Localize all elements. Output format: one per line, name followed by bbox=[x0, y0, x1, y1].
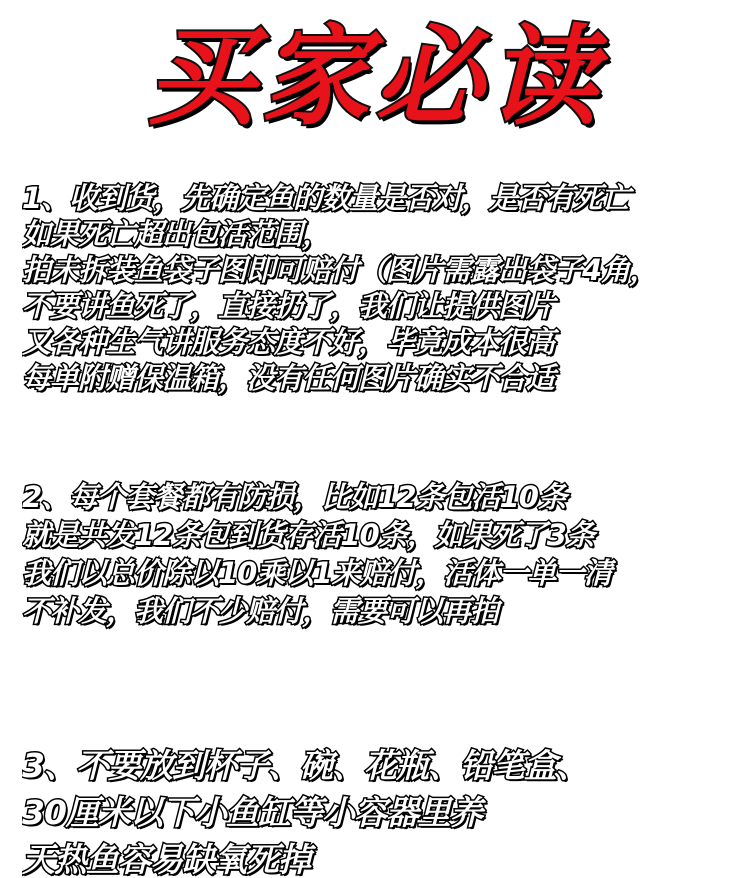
notice-line: 不要讲鱼死了，直接扔了，我们让提供图片 bbox=[22, 289, 555, 323]
notice-line: 不补发，我们不少赔付，需要可以再拍 bbox=[22, 594, 499, 628]
notice-line: 天热鱼容易缺氧死掉 bbox=[22, 840, 310, 878]
notice-section-2 bbox=[22, 478, 750, 630]
notice-line: 30厘米以下小鱼缸等小容器里养 bbox=[22, 793, 482, 832]
notice-section-3 bbox=[22, 742, 750, 878]
notice-line: 每单附赠保温箱，没有任何图片确实不合适 bbox=[22, 361, 555, 395]
notice-line: 1、收到货，先确定鱼的数量是否对，是否有死亡 bbox=[22, 181, 630, 215]
notice-line: 我们以总价除以10乘以1来赔付，活体一单一清 bbox=[22, 556, 612, 590]
notice-section-1 bbox=[22, 180, 750, 396]
notice-line: 3、不要放到杯子、碗、花瓶、铅笔盒、 bbox=[22, 746, 588, 785]
notice-line: 拍未拆装鱼袋子图即可赔付（图片需露出袋子4角， bbox=[22, 253, 658, 287]
notice-line: 又各种生气讲服务态度不好，毕竟成本很高 bbox=[22, 325, 555, 359]
notice-line: 2、每个套餐都有防损，比如12条包活10条 bbox=[22, 480, 566, 514]
page-title: 买家必读 bbox=[146, 15, 603, 140]
notice-line: 就是共发12条包到货存活10条，如果死了3条 bbox=[22, 518, 594, 552]
notice-line: 如果死亡超出包活范围， bbox=[22, 217, 331, 251]
